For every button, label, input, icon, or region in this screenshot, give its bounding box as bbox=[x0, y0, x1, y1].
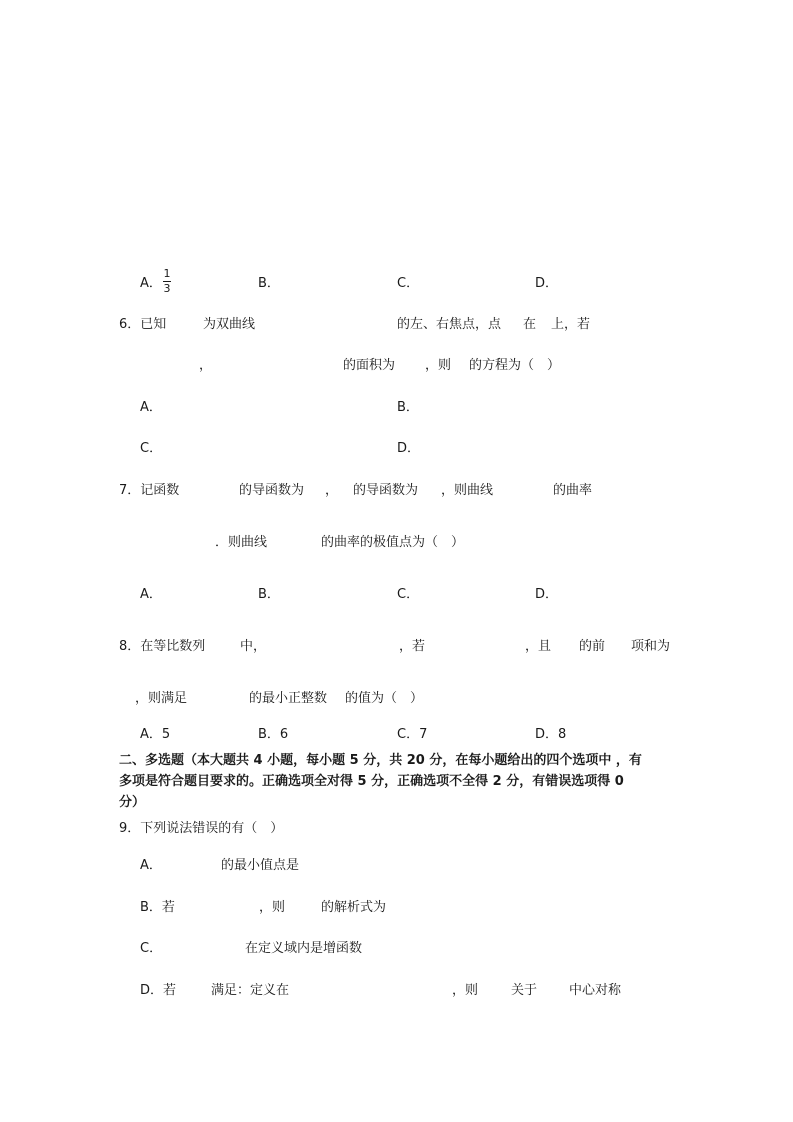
q8-option-b: B．6 bbox=[258, 727, 289, 742]
q7-text: 的导函数为 bbox=[353, 483, 419, 498]
q9-text: 中心对称 bbox=[569, 983, 622, 998]
q7-text: ，则曲线 bbox=[441, 483, 494, 498]
q7-number: 7．记函数 bbox=[119, 483, 180, 498]
q9-text: 在定义域内是增函数 bbox=[245, 941, 363, 956]
q8-text: ，若 bbox=[399, 639, 426, 654]
q7-text: ， bbox=[325, 483, 339, 498]
q7-text: 的导函数为 bbox=[239, 483, 305, 498]
q6-text: 上，若 bbox=[551, 317, 591, 332]
q6-text: 的方程为（ ） bbox=[469, 358, 561, 373]
q7-option-b-label: B． bbox=[258, 587, 280, 602]
q7-option-d-label: D． bbox=[535, 587, 559, 602]
q6-number: 6．已知 bbox=[119, 317, 167, 332]
section-heading: 二、多选题（本大题共 4 小题，每小题 5 分，共 20 分，在每小题给出的四个选项中 ，有 bbox=[119, 753, 642, 768]
q9-option-c-label: C． bbox=[140, 941, 163, 956]
q5-option-b-label: B． bbox=[258, 276, 280, 291]
q8-text: ，则满足 bbox=[135, 691, 188, 706]
q7-option-c-label: C． bbox=[397, 587, 420, 602]
q5-option-d-label: D． bbox=[535, 276, 559, 291]
fraction-denominator: 3 bbox=[163, 282, 171, 295]
q6-text: 的左、右焦点，点 bbox=[397, 317, 502, 332]
q9-text: ，则 bbox=[259, 900, 286, 915]
q8-option-a: A．5 bbox=[140, 727, 171, 742]
q5-option-c-label: C． bbox=[397, 276, 420, 291]
q6-text: 在 bbox=[523, 317, 537, 332]
q6-text: ， bbox=[199, 358, 213, 373]
q8-text: ，且 bbox=[525, 639, 552, 654]
section-heading: 分） bbox=[119, 795, 146, 810]
q8-number: 8．在等比数列 bbox=[119, 639, 206, 654]
q6-option-a-label: A． bbox=[140, 400, 162, 415]
q6-option-d-label: D． bbox=[397, 441, 421, 456]
q9-text: 的解析式为 bbox=[321, 900, 387, 915]
q9-number: 9．下列说法错误的有（ ） bbox=[119, 821, 284, 836]
q9-option-d-label: D．若 bbox=[140, 983, 177, 998]
q7-text: 的曲率 bbox=[553, 483, 593, 498]
q8-option-c: C．7 bbox=[397, 727, 428, 742]
q7-option-a-label: A． bbox=[140, 587, 162, 602]
q8-text: 的值为（ ） bbox=[345, 691, 424, 706]
q6-option-b-label: B． bbox=[397, 400, 419, 415]
q8-text: 的前 bbox=[579, 639, 606, 654]
q6-text: 的面积为 bbox=[343, 358, 396, 373]
q8-text: 的最小正整数 bbox=[249, 691, 328, 706]
q6-option-c-label: C． bbox=[140, 441, 163, 456]
q9-text: 满足：定义在 bbox=[211, 983, 290, 998]
q6-text: 为双曲线 bbox=[203, 317, 256, 332]
q5-option-a-label: A． bbox=[140, 276, 162, 291]
q7-text: 的曲率的极值点为（ ） bbox=[321, 535, 465, 550]
q9-text: 的最小值点是 bbox=[221, 858, 300, 873]
section-heading: 多项是符合题目要求的。正确选项全对得 5 分，正确选项不全得 2 分，有错误选项得 0 bbox=[119, 774, 624, 789]
q9-option-b-label: B．若 bbox=[140, 900, 175, 915]
q8-text: 中， bbox=[240, 639, 267, 654]
q9-text: 关于 bbox=[511, 983, 538, 998]
q5-option-a-fraction bbox=[163, 268, 171, 295]
q9-text: ，则 bbox=[452, 983, 479, 998]
fraction-numerator: 1 bbox=[163, 267, 171, 280]
q6-text: ，则 bbox=[425, 358, 452, 373]
q8-option-d: D．8 bbox=[535, 727, 567, 742]
q7-text: ．则曲线 bbox=[215, 535, 268, 550]
q9-option-a-label: A． bbox=[140, 858, 162, 873]
q8-text: 项和为 bbox=[631, 639, 671, 654]
